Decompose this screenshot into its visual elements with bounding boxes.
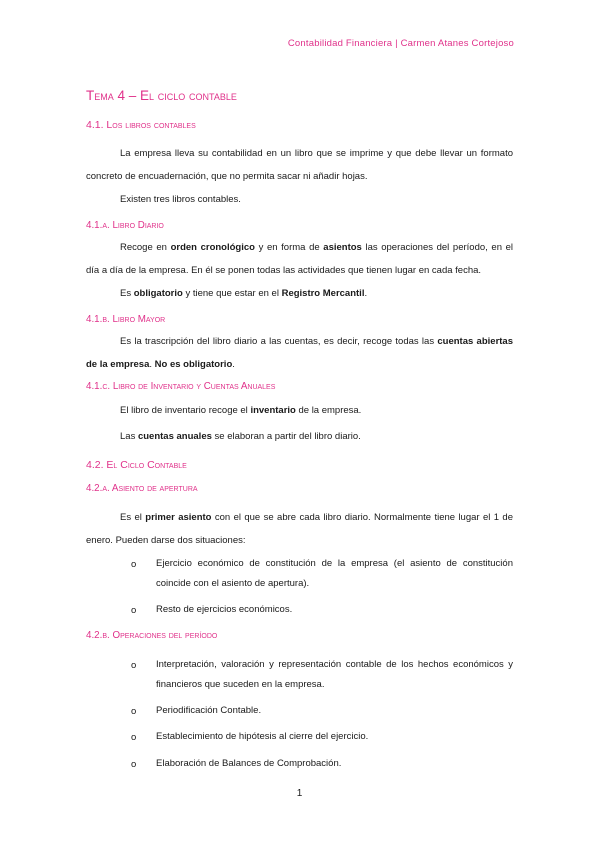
subsection-heading-4-1-a: 4.1.a. Libro Diario [86, 220, 164, 231]
list-bullet: o [131, 559, 137, 570]
subsection-heading-4-1-b: 4.1.b. Libro Mayor [86, 314, 166, 325]
subsection-heading-4-1-c: 4.1.c. Libro de Inventario y Cuentas Anuales [86, 381, 276, 392]
list-bullet: o [131, 732, 137, 743]
list-item: Ejercicio económico de constitución de la empresa (el asiento de constitución coincide con el asiento de apertura). [156, 558, 513, 589]
list-bullet: o [131, 660, 137, 671]
paragraph: El libro de inventario recoge el inventario de la empresa. [120, 405, 362, 416]
list-item: Establecimiento de hipótesis al cierre del ejercicio. [156, 731, 369, 742]
page-number: 1 [296, 788, 303, 799]
subsection-heading-4-2-b: 4.2.b. Operaciones del período [86, 630, 218, 641]
paragraph: Es el primer asiento con el que se abre cada libro diario. Normalmente tiene lugar el 1 de enero. Pueden darse dos situaciones: [86, 512, 513, 546]
paragraph: Es obligatorio y tiene que estar en el Registro Mercantil. [120, 288, 368, 299]
paragraph: Las cuentas anuales se elaboran a partir del libro diario. [120, 431, 361, 442]
page-title: Tema 4 – El ciclo contable [86, 88, 237, 103]
list-item: Periodificación Contable. [156, 705, 262, 716]
list-item: Elaboración de Balances de Comprobación. [156, 758, 342, 769]
section-heading-4-2: 4.2. El Ciclo Contable [86, 459, 187, 471]
paragraph: La empresa lleva su contabilidad en un libro que se imprime y que debe llevar un formato concreto de encuadernación, que no permita sacar ni añadir hojas. [86, 148, 513, 182]
section-heading-4-1: 4.1. Los libros contables [86, 119, 196, 131]
paragraph: Recoge en orden cronológico y en forma de asientos las operaciones del período, en el día a día de la empresa. En él se ponen todas las actividades que tienen lugar en cada fecha. [86, 242, 513, 276]
page-header: Contabilidad Financiera | Carmen Atanes Cortejoso [287, 38, 514, 49]
paragraph: Existen tres libros contables. [120, 194, 241, 205]
paragraph: Es la trascripción del libro diario a las cuentas, es decir, recoge todas las cuentas abiertas de la empresa. No es obligatorio. [86, 336, 513, 370]
list-item: Resto de ejercicios económicos. [156, 604, 293, 615]
list-item: Interpretación, valoración y representación contable de los hechos económicos y financieros que suceden en la empresa. [156, 659, 513, 690]
list-bullet: o [131, 605, 137, 616]
list-bullet: o [131, 759, 137, 770]
list-bullet: o [131, 706, 137, 717]
subsection-heading-4-2-a: 4.2.a. Asiento de apertura [86, 483, 198, 494]
